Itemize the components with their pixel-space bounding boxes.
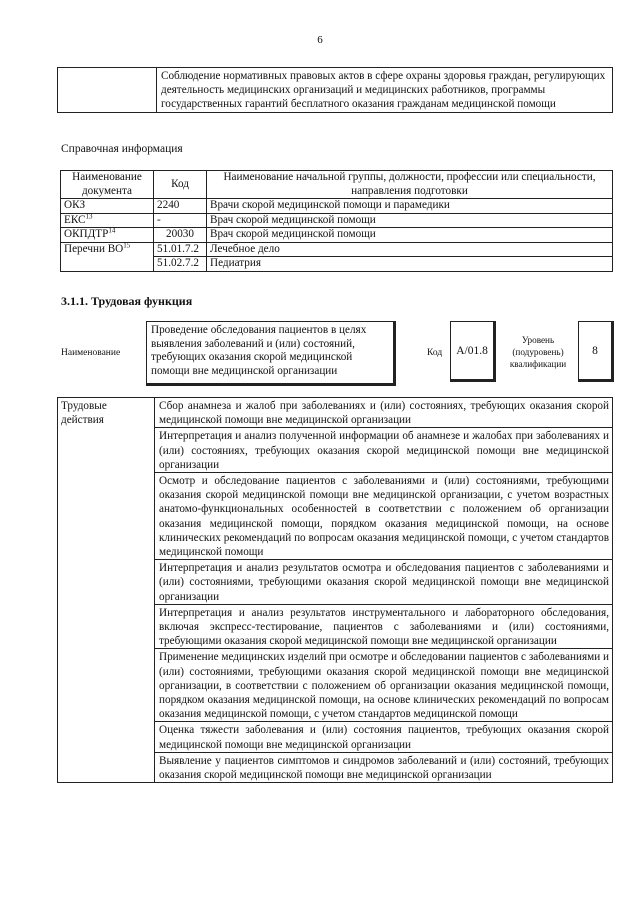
header-document: Наименование документа — [61, 171, 154, 199]
name-cell: Лечебное дело — [207, 242, 613, 257]
code-value-box: A/01.8 — [450, 321, 496, 382]
qualification-level-label: Уровень (подуровень) квалификации — [509, 335, 567, 369]
footnote-ref: 14 — [108, 226, 116, 235]
page-number: 6 — [317, 34, 323, 46]
empty-cell — [58, 68, 157, 113]
code-cell: 51.02.7.2 — [154, 257, 207, 272]
table-row — [61, 242, 613, 257]
table-header-row — [61, 171, 613, 199]
name-label: Наименование — [61, 348, 121, 358]
action-item: Оценка тяжести заболевания и (или) состояния пациентов, требующих оказания скорой медицинской помощи вне медицинской организации — [155, 722, 613, 752]
header-code: Код — [154, 171, 207, 199]
name-cell: Врач скорой медицинской помощи — [207, 228, 613, 243]
name-cell: Врачи скорой медицинской помощи и парамедики — [207, 199, 613, 214]
reference-table — [60, 170, 613, 272]
code-cell: 2240 — [154, 199, 207, 214]
table-row — [58, 68, 613, 113]
action-item: Осмотр и обследование пациентов с заболеваниями и (или) состояниями, требующими оказания скорой медицинской помощи вне медицинской организации, с учетом возрастных анатомо-функциональных особенностей в соответствии с положением об организации оказания медицинской помощи, порядком оказания медицинской помощи, на основе клинических рекомендаций по вопросам оказания медицинской помощи, с учетом стандартов медицинской помощи — [155, 473, 613, 560]
table-row — [61, 228, 613, 243]
footnote-ref: 15 — [123, 240, 131, 249]
action-item: Выявление у пациентов симптомов и синдромов заболеваний и (или) состояний, требующих оказания скорой медицинской помощи вне медицинской организации — [155, 752, 613, 782]
code-label: Код — [427, 348, 443, 358]
action-item: Интерпретация и анализ результатов инструментального и лабораторного обследования, включая экспресс-тестирование, пациентов с заболеваниями и (или) состояниями, требующими оказания скорой медицинской помощи вне медицинской организации — [155, 604, 613, 649]
action-item: Интерпретация и анализ полученной информации об анамнезе и жалобах при заболеваниях и (или) состояниях, требующих оказания скорой медицинской помощи вне медицинской организации — [155, 428, 613, 473]
action-item: Применение медицинских изделий при осмотре и обследовании пациентов с заболеваниями и (или) состояниями, требующими оказания скорой медицинской помощи вне медицинской организации, в соответствии с положением об организации оказания медицинской помощи, порядком оказания медицинской помощи, на основе клинических рекомендаций по вопросам оказания медицинской помощи, с учетом стандартов медицинской помощи — [155, 649, 613, 722]
table-row — [61, 199, 613, 214]
doc-cell: ОКПДТР$^{14}$ — [61, 228, 154, 243]
doc-cell: ЕКС$^{13}$ — [61, 213, 154, 228]
footnote-ref: 13 — [85, 211, 93, 220]
labor-actions-table — [57, 397, 613, 783]
name-cell: Педиатрия — [207, 257, 613, 272]
header-name: Наименование начальной группы, должности, профессии или специальности, направления подготовки — [207, 171, 613, 199]
top-continuation-table — [57, 67, 613, 113]
labor-actions-label: Трудовые действия — [58, 398, 155, 783]
action-item: Интерпретация и анализ результатов осмотра и обследования пациентов с заболеваниями и (или) состояниями, требующими оказания скорой медицинской помощи вне медицинской организации — [155, 560, 613, 605]
code-cell: 20030 — [154, 228, 207, 243]
code-cell: - — [154, 213, 207, 228]
table-row — [58, 398, 613, 428]
doc-cell: ОКЗ — [61, 199, 154, 214]
function-heading: 3.1.1. Трудовая функция — [61, 294, 193, 308]
qualification-level-box: 8 — [578, 321, 614, 382]
function-name-box: Проведение обследования пациентов в целях выявления заболеваний и (или) состояний, требующих оказания скорой медицинской помощи вне медицинской организации — [146, 321, 396, 386]
name-cell: Врач скорой медицинской помощи — [207, 213, 613, 228]
code-cell: 51.01.7.2 — [154, 242, 207, 257]
action-item: Сбор анамнеза и жалоб при заболеваниях и (или) состояниях, требующих оказания скорой медицинской помощи вне медицинской организации — [155, 398, 613, 428]
doc-cell: Перечни ВО$^{15}$ — [61, 242, 154, 271]
table-row — [61, 213, 613, 228]
regulation-text-cell: Соблюдение нормативных правовых актов в сфере охраны здоровья граждан, регулирующих деятельность медицинских организаций и медицинских работников, программы государственных гарантий бесплатного оказания гражданам медицинской помощи — [157, 68, 613, 113]
reference-title: Справочная информация — [61, 143, 183, 155]
